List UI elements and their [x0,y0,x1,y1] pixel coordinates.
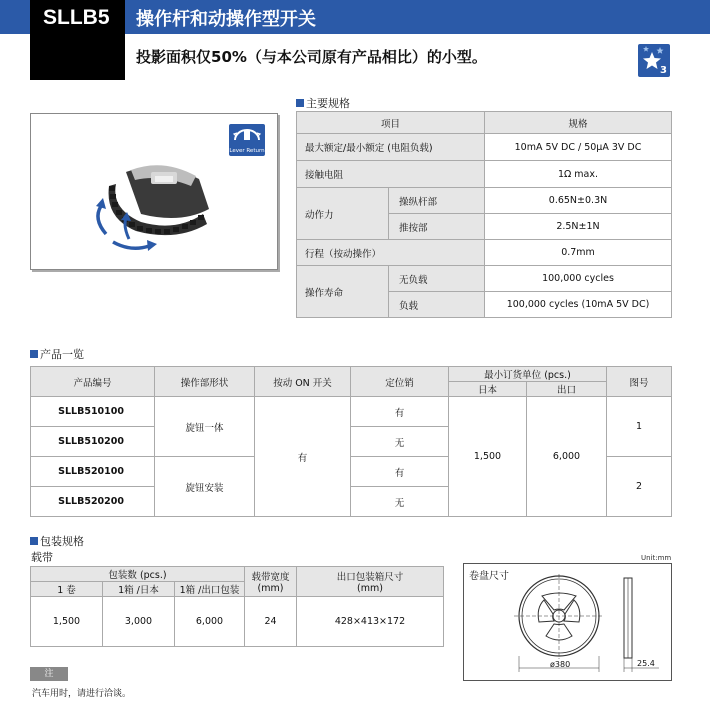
spec-subitem: 负载 [389,292,485,318]
tape-width-label: 载带宽度 [251,572,290,583]
unit-note: Unit:mm [641,554,672,562]
packaging-table [30,566,444,647]
spec-item: 接触电阻 [297,161,485,188]
spec-value: 10mA 5V DC / 50μA 3V DC [485,134,672,161]
col-per-box-japan: 1箱 /日本 [103,582,175,597]
products-section-title [30,346,84,362]
spec-value: 1Ω max. [485,161,672,188]
box-size-label: 出口包装箱尺寸 [336,572,404,583]
products-table [30,366,672,517]
reel-drawing [463,563,672,681]
product-code: SLLB520100 [31,457,155,487]
spec-value: 0.7mm [485,240,672,266]
col-drawing: 图号 [607,367,672,397]
products-title-text: 产品一览 [40,348,84,361]
spec-value: 2.5N±1N [485,214,672,240]
star-badge-icon [638,44,670,77]
section-square-icon [30,537,38,545]
specs-section-title [296,95,350,111]
packaging-section-title [30,533,84,549]
spec-subitem: 无负载 [389,266,485,292]
badge-number: 3 [660,65,667,76]
col-moq: 最小订货单位 (pcs.) [449,367,607,382]
page-title: 操作杆和动操作型开关 [136,9,316,30]
box-size-unit: (mm) [357,583,383,594]
packaging-title-text: 包装规格 [40,535,84,548]
col-shape: 操作部形状 [155,367,255,397]
product-code: SLLB510100 [31,397,155,427]
value-box-size: 428×413×172 [297,597,444,647]
col-push-on: 按动 ON 开关 [255,367,351,397]
spec-subitem: 操纵杆部 [389,188,485,214]
product-drawing: 1 [607,397,672,457]
specs-col-spec: 规格 [485,112,672,134]
spec-value: 100,000 cycles [485,266,672,292]
product-shape: 旋钮一体 [155,397,255,457]
tape-width-unit: (mm) [257,583,284,594]
value-tape-width: 24 [245,597,297,647]
spec-value: 0.65N±0.3N [485,188,672,214]
product-drawing: 2 [607,457,672,517]
spec-value: 100,000 cycles (10mA 5V DC) [485,292,672,318]
product-moq-japan: 1,500 [449,397,527,517]
value-per-box-export: 6,000 [175,597,245,647]
product-image [30,113,278,270]
section-square-icon [296,99,304,107]
col-qty: 包装数 (pcs.) [31,567,245,582]
spec-item: 最大额定/最小额定 (电阻负载) [297,134,485,161]
reel-label: 卷盘尺寸 [469,571,509,582]
col-box-size [297,567,444,597]
product-detent: 有 [351,397,449,427]
spec-item: 动作力 [297,188,389,240]
product-push-on: 有 [255,397,351,517]
packaging-type: 载带 [31,551,53,564]
col-detent: 定位销 [351,367,449,397]
value-per-reel: 1,500 [31,597,103,647]
product-detent: 无 [351,487,449,517]
col-moq-export: 出口 [527,382,607,397]
product-detent: 无 [351,427,449,457]
spec-item: 操作寿命 [297,266,389,318]
specs-col-item: 项目 [297,112,485,134]
reel-diameter: ø380 [550,660,571,669]
value-per-box-japan: 3,000 [103,597,175,647]
product-code: SLLB520200 [31,487,155,517]
header-bar [0,0,710,34]
lever-return-label: Lever Return [229,148,265,154]
col-tape-width [245,567,297,597]
section-square-icon [30,350,38,358]
reel-width: 25.4 [637,659,655,668]
subtitle: 投影面积仅50%（与本公司原有产品相比）的小型。 [136,48,487,66]
note-tag: 注 [30,667,68,681]
part-series: SLLB5 [30,0,125,80]
product-detent: 有 [351,457,449,487]
note-text: 汽车用时，请进行洽谈。 [32,689,132,699]
switch-photo [31,114,279,271]
col-moq-japan: 日本 [449,382,527,397]
specs-title-text: 主要规格 [306,97,350,110]
spec-subitem: 推按部 [389,214,485,240]
product-shape: 旋钮安装 [155,457,255,517]
col-per-reel: 1 卷 [31,582,103,597]
product-moq-export: 6,000 [527,397,607,517]
product-code: SLLB510200 [31,427,155,457]
specs-table [296,111,672,318]
col-code: 产品编号 [31,367,155,397]
col-per-box-export: 1箱 /出口包装 [175,582,245,597]
spec-item: 行程（按动操作） [297,240,485,266]
